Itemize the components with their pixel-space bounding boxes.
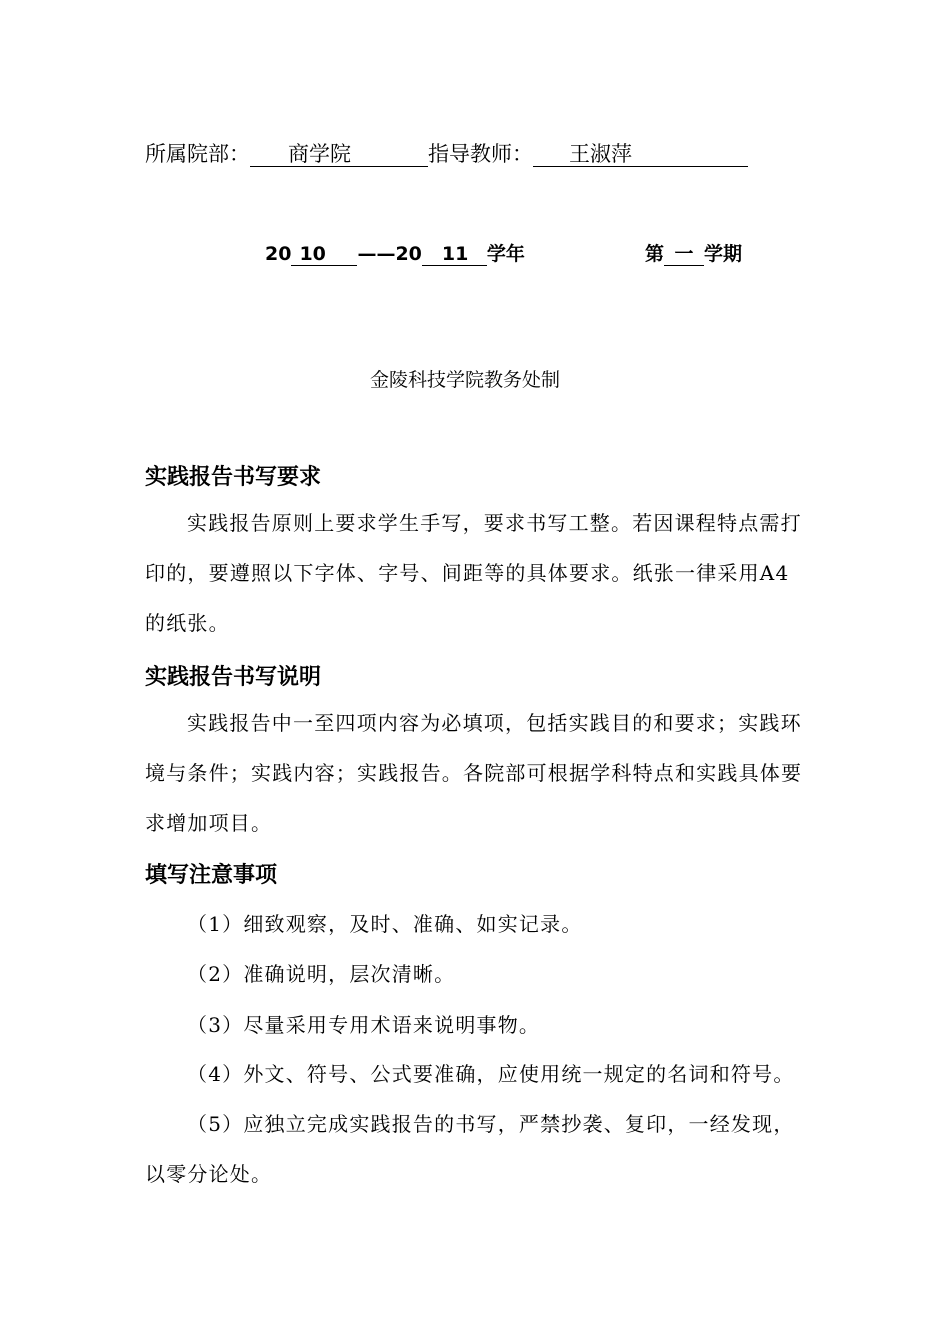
year-dash: ——20 — [357, 243, 422, 265]
explanation-text: 实践报告中一至四项内容为必填项，包括实践目的和要求；实践环境与条件；实践内容；实践报告。各院部可根据学科特点和实践具体要求增加项目。 — [145, 711, 803, 835]
requirements-text: 实践报告原则上要求学生手写，要求书写工整。若因课程特点需打印的，要遵照以下字体、字号、间距等的具体要求。纸张一律采用A4的纸张。 — [145, 511, 802, 635]
header-fields — [145, 138, 748, 168]
advisor-label: 指导教师： — [428, 142, 533, 166]
requirements-heading: 实践报告书写要求 — [145, 464, 322, 490]
semester-prefix: 第 — [645, 243, 665, 265]
start-year: 10 — [291, 243, 357, 266]
end-year: 11 — [422, 243, 487, 266]
academic-term — [265, 239, 525, 266]
list-item: （3）尽量采用专用术语来说明事物。 — [187, 1013, 541, 1037]
department-value: 商学院 — [250, 142, 428, 167]
semester-suffix: 学期 — [704, 243, 743, 265]
list-item: （2）准确说明，层次清晰。 — [187, 962, 456, 986]
department-label: 所属院部： — [145, 142, 250, 166]
advisor-value: 王淑萍 — [533, 142, 748, 167]
year-prefix: 20 — [265, 243, 292, 265]
list-item: （5）应独立完成实践报告的书写，严禁抄袭、复印，一经发现， — [187, 1112, 795, 1136]
list-item: 以零分论处。 — [145, 1162, 273, 1186]
semester-value: 一 — [664, 243, 704, 266]
year-suffix: 学年 — [486, 243, 525, 265]
notes-heading: 填写注意事项 — [145, 862, 278, 888]
list-item: （4）外文、符号、公式要准确，应使用统一规定的名词和符号。 — [187, 1062, 795, 1086]
issuer: 金陵科技学院教务处制 — [370, 369, 561, 391]
list-item: （1）细致观察，及时、准确、如实记录。 — [187, 912, 583, 936]
explanation-heading: 实践报告书写说明 — [145, 664, 322, 690]
semester — [645, 239, 742, 266]
